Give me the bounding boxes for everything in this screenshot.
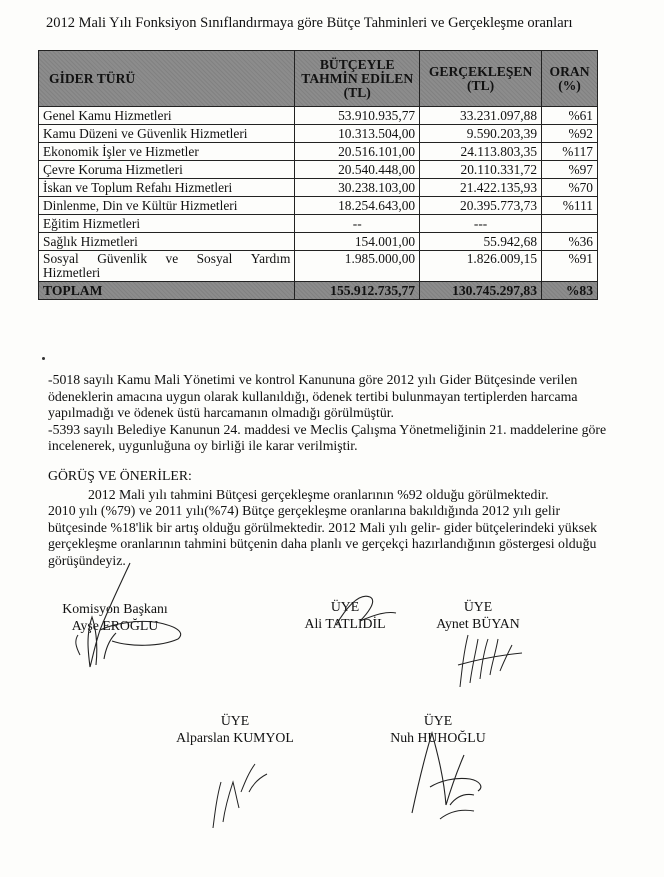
row-actual: 24.113.803,35 (420, 143, 542, 161)
signature-name: Nuh HUHOĞLU (390, 730, 486, 745)
row-budget: 20.540.448,00 (295, 161, 420, 179)
row-actual: 33.231.097,88 (420, 107, 542, 125)
table-row (39, 107, 598, 125)
signature-block-member-2 (418, 598, 538, 632)
table-row (39, 179, 598, 197)
row-actual: 21.422.135,93 (420, 179, 542, 197)
row-actual: --- (420, 215, 542, 233)
table-row (39, 125, 598, 143)
section-first-line: 2012 Mali yılı tahmini Bütçesi gerçekleşme oranlarının %92 olduğu görülmektedir. (88, 486, 549, 502)
row-ratio: %111 (542, 197, 598, 215)
document-title: 2012 Mali Yılı Fonksiyon Sınıflandırmaya göre Bütçe Tahminleri ve Gerçekleşme oranları (46, 15, 573, 31)
total-actual: 130.745.297,83 (420, 282, 542, 300)
signature-block-member-4 (378, 712, 498, 746)
row-actual: 20.110.331,72 (420, 161, 542, 179)
row-type: Kamu Düzeni ve Güvenlik Hizmetleri (39, 125, 295, 143)
header-budget: BÜTÇEYLE TAHMİN EDİLEN (TL) (295, 51, 420, 107)
table-row (39, 215, 598, 233)
row-budget: 18.254.643,00 (295, 197, 420, 215)
table-row (39, 161, 598, 179)
row-budget: 53.910.935,77 (295, 107, 420, 125)
row-ratio: %70 (542, 179, 598, 197)
row-ratio: %117 (542, 143, 598, 161)
row-type: Dinlenme, Din ve Kültür Hizmetleri (39, 197, 295, 215)
row-budget: 10.313.504,00 (295, 125, 420, 143)
signature-role: Komisyon Başkanı (62, 601, 168, 616)
handwritten-signature-member-2 (450, 625, 530, 695)
signature-name: Alparslan KUMYOL (176, 730, 294, 745)
signature-role: ÜYE (463, 599, 493, 614)
row-budget: -- (295, 215, 420, 233)
note-5393: -5393 sayılı Belediye Kanunun 24. maddesi ve Meclis Çalışma Yönetmeliğinin 21. maddelerine göre incelenerek, uygunluğuna oy birliği ile karar verilmiştir. (48, 421, 607, 453)
section-body: 2010 yılı (%79) ve 2011 yılı(%74) Bütçe gerçekleşme oranlarına bakıldığında 2012 yılı gelir bütçesinde %18'lik bir artış olduğu görülmektedir. 2012 Mali yılı gelir- gider bütçelerindeki yüksek gerçekleşme oranlarının tahmini bütçenin daha planlı ve gerçekçi hazırlandığının göstergesi olduğu görüşündeyiz. (48, 503, 597, 568)
table-row (39, 233, 598, 251)
row-actual: 1.826.009,15 (420, 251, 542, 282)
row-ratio: %91 (542, 251, 598, 282)
row-type-line2: Hizmetleri (43, 265, 101, 280)
table-total-row (39, 282, 598, 300)
total-budget: 155.912.735,77 (295, 282, 420, 300)
row-actual: 9.590.203,39 (420, 125, 542, 143)
signature-name: Aynet BÜYAN (436, 616, 520, 631)
signature-name: Ayşe EROĞLU (71, 618, 159, 633)
signature-block-member-1 (285, 598, 405, 632)
budget-table (38, 50, 598, 300)
row-actual: 20.395.773,73 (420, 197, 542, 215)
signature-block-member-3 (165, 712, 305, 746)
row-type: Çevre Koruma Hizmetleri (39, 161, 295, 179)
handwritten-signature-member-3 (205, 752, 275, 832)
row-type: Ekonomik İşler ve Hizmetler (39, 143, 295, 161)
row-budget: 1.985.000,00 (295, 251, 420, 282)
row-type: Eğitim Hizmetleri (39, 215, 295, 233)
row-ratio: %61 (542, 107, 598, 125)
table-row (39, 251, 598, 282)
row-type-line1: Sosyal Güvenlik ve Sosyal Yardım (43, 251, 291, 266)
row-budget: 20.516.101,00 (295, 143, 420, 161)
header-actual: GERÇEKLEŞEN (TL) (420, 51, 542, 107)
row-budget: 30.238.103,00 (295, 179, 420, 197)
section-title: GÖRÜŞ VE ÖNERİLER: (48, 468, 192, 483)
signature-name: Ali TATLIDİL (304, 616, 386, 631)
signature-block-chair (50, 600, 180, 634)
table-row (39, 197, 598, 215)
row-actual: 55.942,68 (420, 233, 542, 251)
row-type: Genel Kamu Hizmetleri (39, 107, 295, 125)
opinions-section (48, 468, 608, 569)
row-type: Sağlık Hizmetleri (39, 233, 295, 251)
header-ratio: ORAN (%) (542, 51, 598, 107)
total-ratio: %83 (542, 282, 598, 300)
row-ratio: %97 (542, 161, 598, 179)
row-ratio (542, 215, 598, 233)
signature-role: ÜYE (220, 713, 250, 728)
table-row (39, 143, 598, 161)
stray-mark (42, 357, 45, 360)
header-gider-turu: GİDER TÜRÜ (39, 51, 295, 107)
row-type: İskan ve Toplum Refahı Hizmetleri (39, 179, 295, 197)
note-5018: -5018 sayılı Kamu Mali Yönetimi ve kontrol Kanununa göre 2012 yılı Gider Bütçesinde verilen ödeneklerin amacına uygun olarak kullanıldığı, ödenek tertibi bulunmayan tertiplerden harcama yapılmadığı ve ödenek üstü harcamanın olmadığı görülmüştür. (48, 372, 578, 420)
notes-block (48, 372, 608, 455)
table-header-row (39, 51, 598, 107)
signature-role: ÜYE (330, 599, 360, 614)
row-ratio: %92 (542, 125, 598, 143)
row-ratio: %36 (542, 233, 598, 251)
row-budget: 154.001,00 (295, 233, 420, 251)
signature-role: ÜYE (423, 713, 453, 728)
total-label: TOPLAM (39, 282, 295, 300)
row-type (39, 251, 295, 282)
